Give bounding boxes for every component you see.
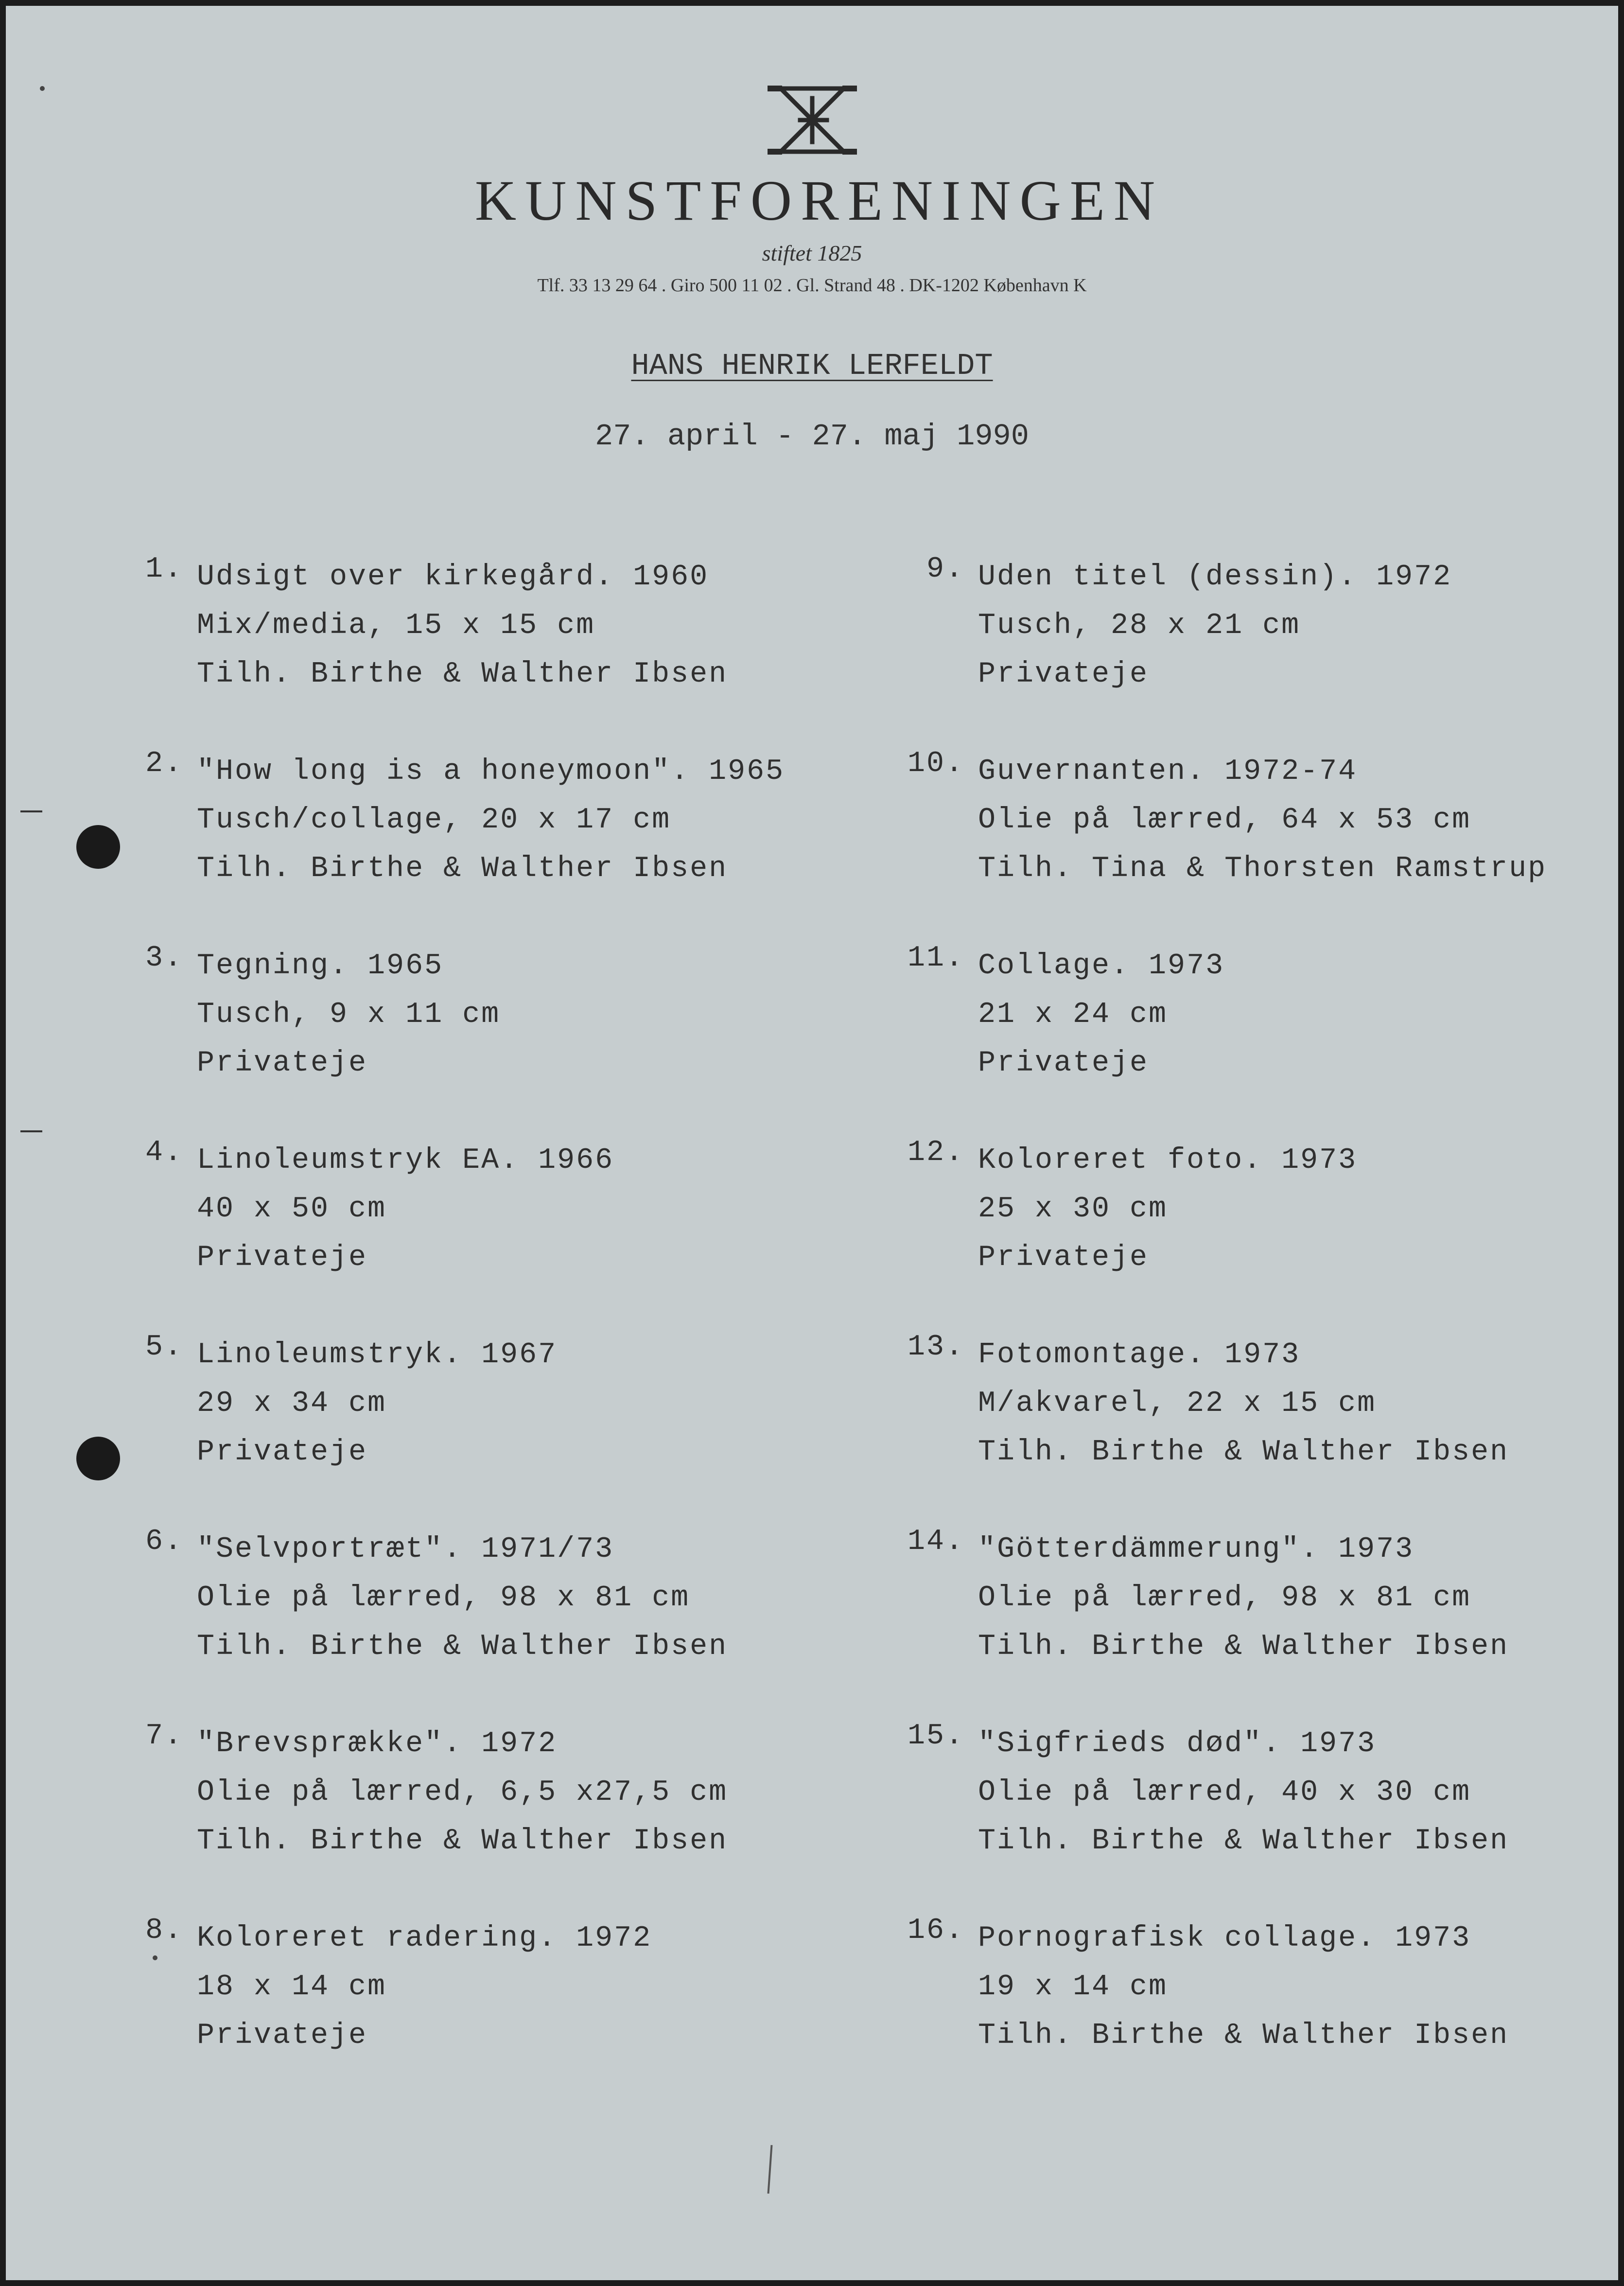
work-entry (891, 1525, 1618, 1720)
work-medium: 40 x 50 cm (197, 1193, 387, 1226)
work-owner: Privateje (197, 1047, 368, 1080)
work-title: "Selvportræt". 1971/73 (197, 1533, 614, 1566)
work-medium: Tusch, 28 x 21 cm (978, 609, 1301, 642)
work-owner: Tilh. Birthe & Walther Ibsen (978, 1630, 1509, 1663)
founded-year: stiftet 1825 (762, 241, 862, 265)
work-title: Pornografisk collage. 1973 (978, 1922, 1471, 1955)
work-entry (110, 1914, 898, 2109)
work-medium: Olie på lærred, 98 x 81 cm (978, 1582, 1471, 1615)
work-number: 2. (145, 747, 183, 780)
work-number: 5. (145, 1331, 183, 1364)
artist-heading (6, 349, 1618, 383)
work-medium: 29 x 34 cm (197, 1387, 387, 1420)
work-number: 9. (926, 553, 964, 586)
work-number: 12. (907, 1136, 964, 1169)
work-number: 16. (907, 1914, 964, 1947)
organization-name: KUNSTFORENINGEN (474, 169, 1164, 232)
work-entry (110, 553, 898, 747)
works-list-left (110, 553, 898, 2109)
work-owner: Tilh. Tina & Thorsten Ramstrup (978, 852, 1547, 885)
work-entry (891, 1136, 1618, 1331)
work-medium: Tusch, 9 x 11 cm (197, 998, 501, 1031)
punch-hole (76, 825, 120, 869)
work-medium: Olie på lærred, 98 x 81 cm (197, 1582, 690, 1615)
work-number: 13. (907, 1331, 964, 1364)
ink-dot (40, 86, 45, 91)
work-owner: Privateje (978, 1047, 1149, 1080)
work-number: 8. (145, 1914, 183, 1947)
work-medium: 25 x 30 cm (978, 1193, 1168, 1226)
work-title: "Brevsprække". 1972 (197, 1727, 558, 1760)
work-title: Koloreret foto. 1973 (978, 1144, 1358, 1177)
work-title: "Sigfrieds død". 1973 (978, 1727, 1377, 1760)
work-owner: Tilh. Birthe & Walther Ibsen (197, 658, 728, 691)
work-number: 4. (145, 1136, 183, 1169)
work-medium: 21 x 24 cm (978, 998, 1168, 1031)
work-number: 14. (907, 1525, 964, 1558)
work-entry (891, 1720, 1618, 1914)
work-owner: Privateje (978, 658, 1149, 691)
works-list-right (891, 553, 1618, 2109)
work-number: 6. (145, 1525, 183, 1558)
work-title: Fotomontage. 1973 (978, 1338, 1301, 1372)
work-entry (110, 942, 898, 1136)
punch-hole (76, 1437, 120, 1480)
document-page (6, 6, 1618, 2280)
margin-mark (20, 1130, 42, 1132)
artist-name: HANS HENRIK LERFELDT (631, 349, 993, 383)
work-entry (110, 1720, 898, 1914)
work-medium: M/akvarel, 22 x 15 cm (978, 1387, 1377, 1420)
work-entry (891, 1331, 1618, 1525)
work-title: Uden titel (dessin). 1972 (978, 561, 1452, 594)
work-title: Linoleumstryk. 1967 (197, 1338, 558, 1372)
work-medium: 19 x 14 cm (978, 1970, 1168, 2004)
work-medium: Tusch/collage, 20 x 17 cm (197, 804, 671, 837)
work-entry (891, 553, 1618, 747)
work-title: Tegning. 1965 (197, 950, 444, 983)
work-owner: Tilh. Birthe & Walther Ibsen (978, 2019, 1509, 2052)
work-title: Guvernanten. 1972-74 (978, 755, 1358, 788)
work-entry (891, 747, 1618, 942)
work-owner: Tilh. Birthe & Walther Ibsen (197, 1825, 728, 1858)
work-medium: Olie på lærred, 6,5 x27,5 cm (197, 1776, 728, 1809)
work-entry (891, 1914, 1618, 2109)
work-medium: Olie på lærred, 64 x 53 cm (978, 804, 1471, 837)
work-owner: Tilh. Birthe & Walther Ibsen (197, 852, 728, 885)
work-number: 1. (145, 553, 183, 586)
work-owner: Tilh. Birthe & Walther Ibsen (197, 1630, 728, 1663)
work-number: 15. (907, 1720, 964, 1753)
work-entry (110, 1331, 898, 1525)
margin-mark (20, 810, 42, 812)
contact-line: Tlf. 33 13 29 64 . Giro 500 11 02 . Gl. Strand 48 . DK-1202 København K (537, 275, 1087, 296)
work-number: 11. (907, 942, 964, 975)
work-owner: Privateje (197, 1436, 368, 1469)
pencil-mark (768, 2145, 773, 2194)
work-title: "How long is a honeymoon". 1965 (197, 755, 785, 788)
work-number: 3. (145, 942, 183, 975)
work-medium: 18 x 14 cm (197, 1970, 387, 2004)
work-entry (110, 1525, 898, 1720)
work-medium: Olie på lærred, 40 x 30 cm (978, 1776, 1471, 1809)
work-owner: Tilh. Birthe & Walther Ibsen (978, 1825, 1509, 1858)
exhibition-dates: 27. april - 27. maj 1990 (595, 419, 1029, 454)
work-owner: Privateje (978, 1241, 1149, 1274)
work-title: Linoleumstryk EA. 1966 (197, 1144, 614, 1177)
ink-dot (153, 1955, 157, 1960)
work-title: Udsigt over kirkegård. 1960 (197, 561, 709, 594)
kf-monogram-logo (754, 79, 871, 161)
work-title: Koloreret radering. 1972 (197, 1922, 652, 1955)
work-entry (891, 942, 1618, 1136)
work-owner: Privateje (197, 1241, 368, 1274)
letterhead (6, 79, 1618, 295)
work-entry (110, 747, 898, 942)
work-owner: Tilh. Birthe & Walther Ibsen (978, 1436, 1509, 1469)
work-entry (110, 1136, 898, 1331)
work-title: "Götterdämmerung". 1973 (978, 1533, 1414, 1566)
work-owner: Privateje (197, 2019, 368, 2052)
work-title: Collage. 1973 (978, 950, 1225, 983)
work-number: 10. (907, 747, 964, 780)
work-number: 7. (145, 1720, 183, 1753)
work-medium: Mix/media, 15 x 15 cm (197, 609, 595, 642)
